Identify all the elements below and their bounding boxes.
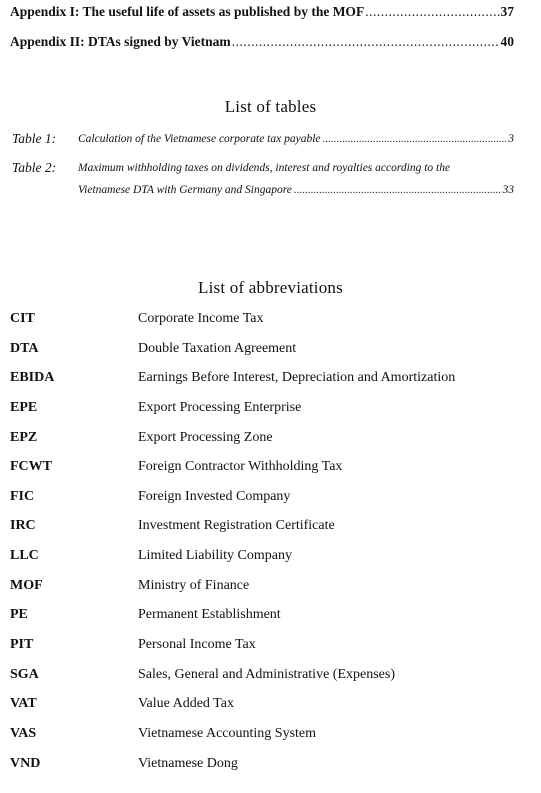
abbreviation-meaning: Personal Income Tax — [138, 637, 256, 653]
list-of-abbreviations-heading: List of abbreviations — [198, 278, 343, 297]
abbreviation-term: VAT — [10, 696, 37, 712]
abbreviation-term: MOF — [10, 577, 43, 593]
table-2-caption-line-1[interactable]: Maximum withholding taxes on dividends, interest and royalties according to the — [78, 162, 451, 174]
abbreviation-row — [0, 578, 541, 608]
abbreviations-list — [0, 311, 541, 785]
toc-entry-title: Appendix II: DTAs signed by Vietnam — [10, 34, 231, 49]
abbreviation-meaning: Earnings Before Interest, Depreciation and Amortization — [138, 370, 456, 386]
abbreviation-meaning: Permanent Establishment — [138, 607, 281, 623]
abbreviation-term: PE — [10, 607, 28, 623]
abbreviation-row — [0, 459, 541, 489]
abbreviation-meaning: Vietnamese Accounting System — [138, 725, 317, 741]
abbreviation-row — [0, 726, 541, 756]
abbreviation-term: EBIDA — [10, 370, 55, 386]
abbreviation-meaning: Export Processing Enterprise — [138, 399, 302, 415]
abbreviation-term: LLC — [10, 548, 39, 564]
toc-entry-page: 37 — [500, 4, 514, 19]
table-1-entry[interactable] — [78, 133, 514, 150]
toc-leader-dots — [323, 134, 507, 145]
table-entry-page: 3 — [508, 133, 514, 145]
abbreviation-term: EPE — [10, 399, 38, 415]
abbreviation-meaning: Value Added Tax — [138, 696, 234, 712]
abbreviation-row — [0, 518, 541, 548]
abbreviation-term: DTA — [10, 340, 39, 356]
abbreviation-meaning: Limited Liability Company — [138, 548, 292, 564]
abbreviation-row — [0, 667, 541, 697]
abbreviation-meaning: Double Taxation Agreement — [138, 340, 297, 356]
abbreviation-term: PIT — [10, 637, 34, 653]
abbreviation-row — [0, 370, 541, 400]
abbreviation-meaning: Foreign Invested Company — [138, 488, 291, 504]
abbreviation-row — [0, 607, 541, 637]
abbreviation-row — [0, 311, 541, 341]
abbreviation-meaning: Corporate Income Tax — [138, 311, 264, 326]
abbreviation-row — [0, 548, 541, 578]
abbreviation-row — [0, 756, 541, 786]
toc-leader-dots — [365, 4, 499, 20]
table-2-label: Table 2: — [12, 160, 57, 175]
abbreviation-row — [0, 489, 541, 519]
abbreviation-term: EPZ — [10, 429, 38, 445]
abbreviation-row — [0, 430, 541, 460]
abbreviation-meaning: Export Processing Zone — [138, 429, 273, 445]
abbreviation-row — [0, 341, 541, 371]
abbreviation-meaning: Ministry of Finance — [138, 577, 250, 593]
abbreviation-meaning: Foreign Contractor Withholding Tax — [138, 459, 343, 475]
toc-leader-dots — [232, 34, 500, 50]
abbreviation-meaning: Vietnamese Dong — [138, 755, 238, 771]
abbreviation-term: FCWT — [10, 459, 52, 475]
abbreviation-row — [0, 400, 541, 430]
list-of-tables-heading: List of tables — [224, 97, 317, 116]
abbreviation-row — [0, 696, 541, 726]
table-entry-caption: Vietnamese DTA with Germany and Singapore — [78, 184, 292, 196]
abbreviation-term: CIT — [10, 311, 35, 326]
abbreviation-term: VAS — [10, 725, 37, 741]
abbreviation-term: IRC — [10, 518, 36, 534]
abbreviation-term: SGA — [10, 666, 39, 682]
table-entry-caption: Calculation of the Vietnamese corporate tax payable — [78, 133, 321, 145]
abbreviation-term: VND — [10, 755, 41, 771]
abbreviation-meaning: Investment Registration Certificate — [138, 518, 335, 534]
toc-entry-appendix-1[interactable] — [10, 4, 514, 22]
table-entry-page: 33 — [502, 184, 514, 196]
table-1-label: Table 1: — [12, 131, 57, 146]
abbreviation-term: FIC — [10, 488, 35, 504]
toc-entry-page: 40 — [500, 34, 514, 49]
table-2-entry[interactable] — [78, 184, 514, 201]
abbreviation-meaning: Sales, General and Administrative (Expenses) — [138, 666, 395, 682]
toc-leader-dots — [294, 185, 501, 196]
toc-entry-appendix-2[interactable] — [10, 34, 514, 52]
toc-entry-title: Appendix I: The useful life of assets as published by the MOF — [10, 4, 365, 19]
abbreviation-row — [0, 637, 541, 667]
